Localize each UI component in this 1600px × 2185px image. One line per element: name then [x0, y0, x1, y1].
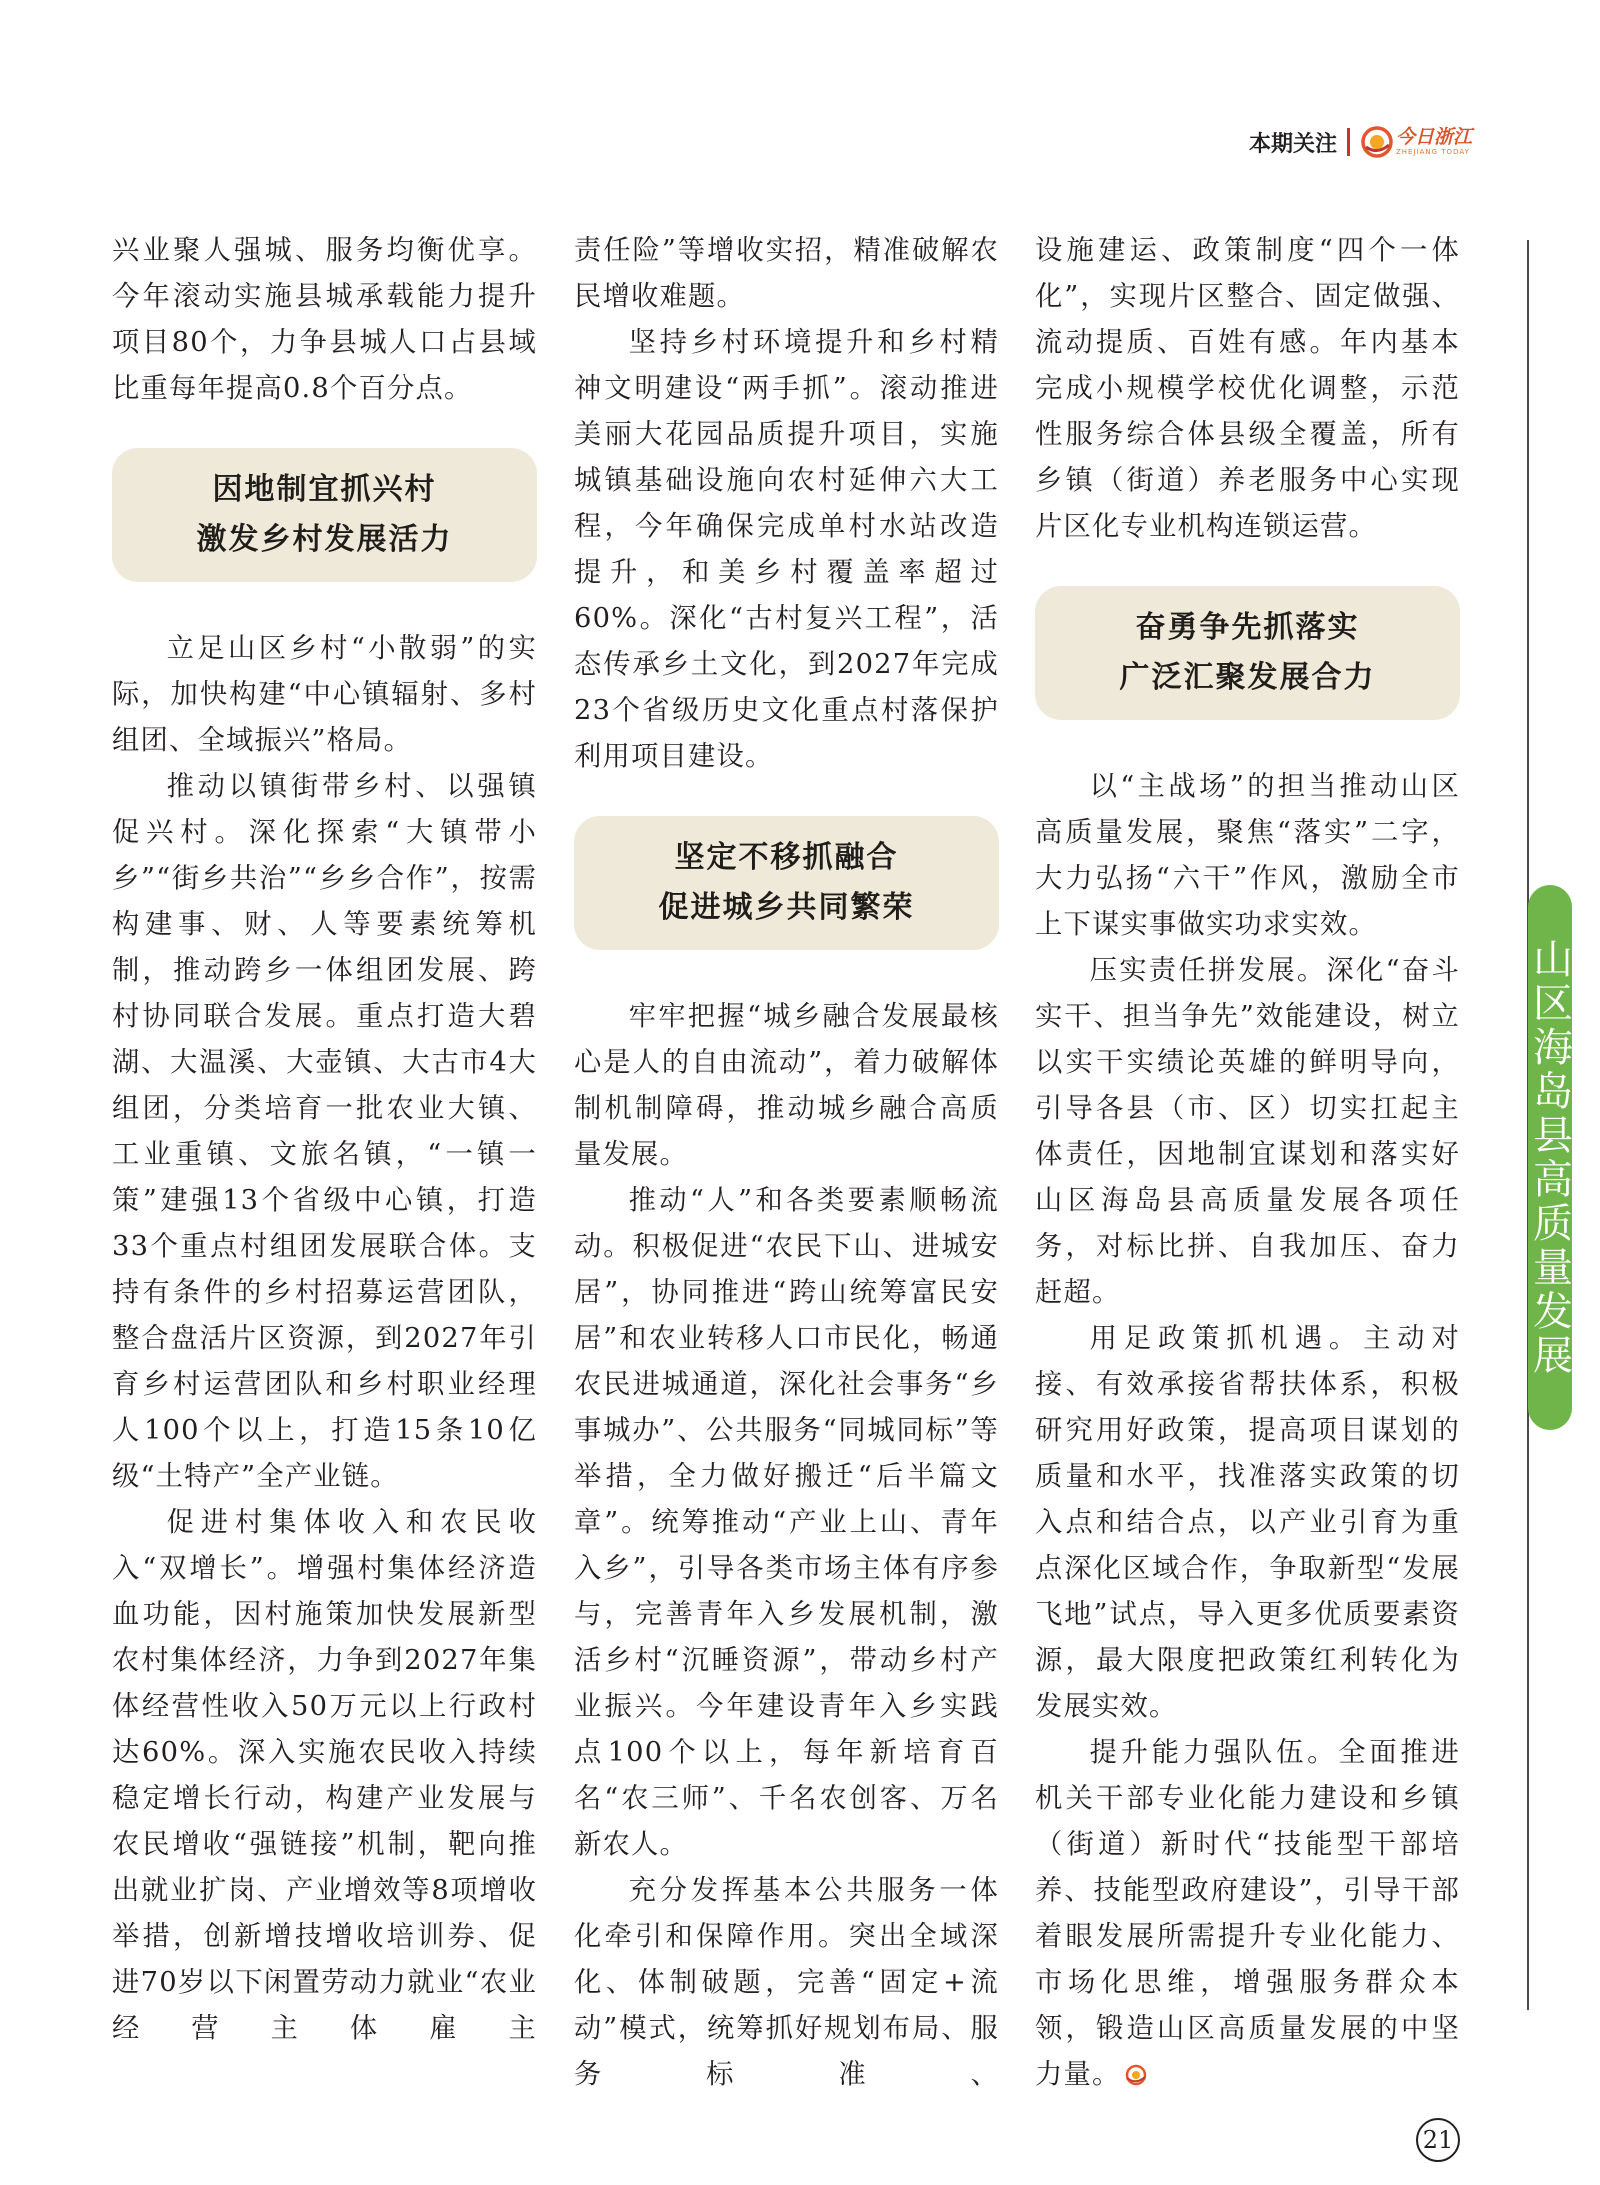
paragraph: 压实责任拼发展。深化“奋斗实干、担当争先”效能建设，树立以实干实绩论英雄的鲜明导向，引导各县（市、区）切实扛起主体责任，因地制宜谋划和落实好山区海岛县高质量发展各项任务，对标比拼、自我加压、奋力赶超。 [1035, 955, 1460, 1308]
heading-line: 广泛汇聚发展合力 [1119, 660, 1376, 695]
paragraph: 用足政策抓机遇。主动对接、有效承接省帮扶体系，积极研究用好政策，提高项目谋划的质量和水平，找准落实政策的切入点和结合点，以产业引育为重点深化区域合作，争取新型“发展飞地”试点，导入更多优质要素资源，最大限度把政策红利转化为发展实效。 [1035, 1323, 1460, 1722]
column-3 [1035, 228, 1460, 2098]
column-2 [574, 228, 999, 2098]
logo-english: ZHEJIANG TODAY [1395, 148, 1470, 156]
page-number-text: 21 [1422, 2126, 1454, 2154]
paragraph: 设施建运、政策制度“四个一体化”，实现片区整合、固定做强、流动提质、百姓有感。年内基本完成小规模学校优化调整，示范性服务综合体县级全覆盖，所有乡镇（街道）养老服务中心实现片区化专业机构连锁运营。 [1035, 235, 1460, 542]
zhejiang-today-logo-icon [1360, 125, 1394, 159]
page-number [1416, 2118, 1460, 2162]
paragraph: 兴业聚人强城、服务均衡优享。今年滚动实施县城承载能力提升项目80个，力争县城人口占县域比重每年提高0.8个百分点。 [112, 235, 537, 404]
paragraph: 以“主战场”的担当推动山区高质量发展，聚焦“落实”二字，大力弘扬“六干”作风，激励全市上下谋实事做实功求实效。 [1035, 771, 1460, 940]
paragraph: 推动“人”和各类要素顺畅流动。积极促进“农民下山、进城安居”，协同推进“跨山统筹富民安居”和农业转移人口市民化，畅通农民进城通道，深化社会事务“乡事城办”、公共服务“同城同标”等举措，全力做好搬迁“后半篇文章”。统筹推动“产业上山、青年入乡”，引导各类市场主体有序参与，完善青年入乡发展机制，激活乡村“沉睡资源”，带动乡村产业振兴。今年建设青年入乡实践点100个以上，每年新培育百名“农三师”、千名农创客、万名新农人。 [574, 1185, 999, 1860]
closing-paragraph-text: 提升能力强队伍。全面推进机关干部专业化能力建设和乡镇（街道）新时代“技能型干部培养、技能型政府建设”，引导干部着眼发展所需提升专业化能力、市场化思维，增强服务群众本领，锻造山区高质量发展的中坚力量。 [1035, 1737, 1460, 2090]
heading-line: 激发乡村发展活力 [196, 522, 453, 557]
section-heading-2 [574, 816, 999, 950]
section-label: 本期关注 [1248, 131, 1337, 157]
heading-line: 因地制宜抓兴村 [212, 472, 437, 507]
heading-line: 奋勇争先抓落实 [1135, 610, 1360, 645]
heading-line: 促进城乡共同繁荣 [658, 890, 915, 925]
paragraph: 牢牢把握“城乡融合发展最核心是人的自由流动”，着力破解体制机制障碍，推动城乡融合高质量发展。 [574, 1001, 999, 1170]
page-header [1249, 122, 1472, 162]
magazine-logo [1360, 125, 1472, 159]
logo-chinese: 今日浙江 [1395, 126, 1472, 148]
side-tab-text: 山区海岛县高质量发展 [1526, 937, 1573, 1378]
paragraph: 坚持乡村环境提升和乡村精神文明建设“两手抓”。滚动推进美丽大花园品质提升项目，实施城镇基础设施向农村延伸六大工程，今年确保完成单村水站改造提升，和美乡村覆盖率超过60%。深化“古村复兴工程”，活态传承乡土文化，到2027年完成23个省级历史文化重点村落保护利用项目建设。 [574, 327, 999, 772]
heading-line: 坚定不移抓融合 [674, 840, 899, 875]
paragraph: 充分发挥基本公共服务一体化牵引和保障作用。突出全域深化、体制破题，完善“固定+流动”模式，统筹抓好规划布局、服务标准、 [574, 1875, 999, 2090]
paragraph: 促进村集体收入和农民收入“双增长”。增强村集体经济造血功能，因村施策加快发展新型农村集体经济，力争到2027年集体经营性收入50万元以上行政村达60%。深入实施农民收入持续稳定增长行动，构建产业发展与农民增收“强链接”机制，靶向推出就业扩岗、产业增效等8项增收举措，创新增技增收培训券、促进70岁以下闲置劳动力就业“农业经营主体雇主 [112, 1507, 537, 2044]
paragraph: 推动以镇街带乡村、以强镇促兴村。深化探索“大镇带小乡”“街乡共治”“乡乡合作”，按需构建事、财、人等要素统筹机制，推动跨乡一体组团发展、跨村协同联合发展。重点打造大碧湖、大温溪、大壶镇、大古市4大组团，分类培育一批农业大镇、工业重镇、文旅名镇，“一镇一策”建强13个省级中心镇，打造33个重点村组团发展联合体。支持有条件的乡村招募运营团队，整合盘活片区资源，到2027年引育乡村运营团队和乡村职业经理人100个以上，打造15条10亿级“土特产”全产业链。 [112, 771, 537, 1492]
column-1 [112, 228, 537, 2052]
paragraph: 立足山区乡村“小散弱”的实际，加快构建“中心镇辐射、多村组团、全域振兴”格局。 [112, 633, 537, 756]
paragraph [1035, 1730, 1460, 2098]
header-divider [1347, 128, 1350, 156]
section-heading-3 [1035, 586, 1460, 720]
end-mark-icon [1123, 2064, 1149, 2086]
section-heading-1 [112, 448, 537, 582]
paragraph: 责任险”等增收实招，精准破解农民增收难题。 [574, 235, 999, 312]
side-section-tab [1528, 885, 1572, 1430]
